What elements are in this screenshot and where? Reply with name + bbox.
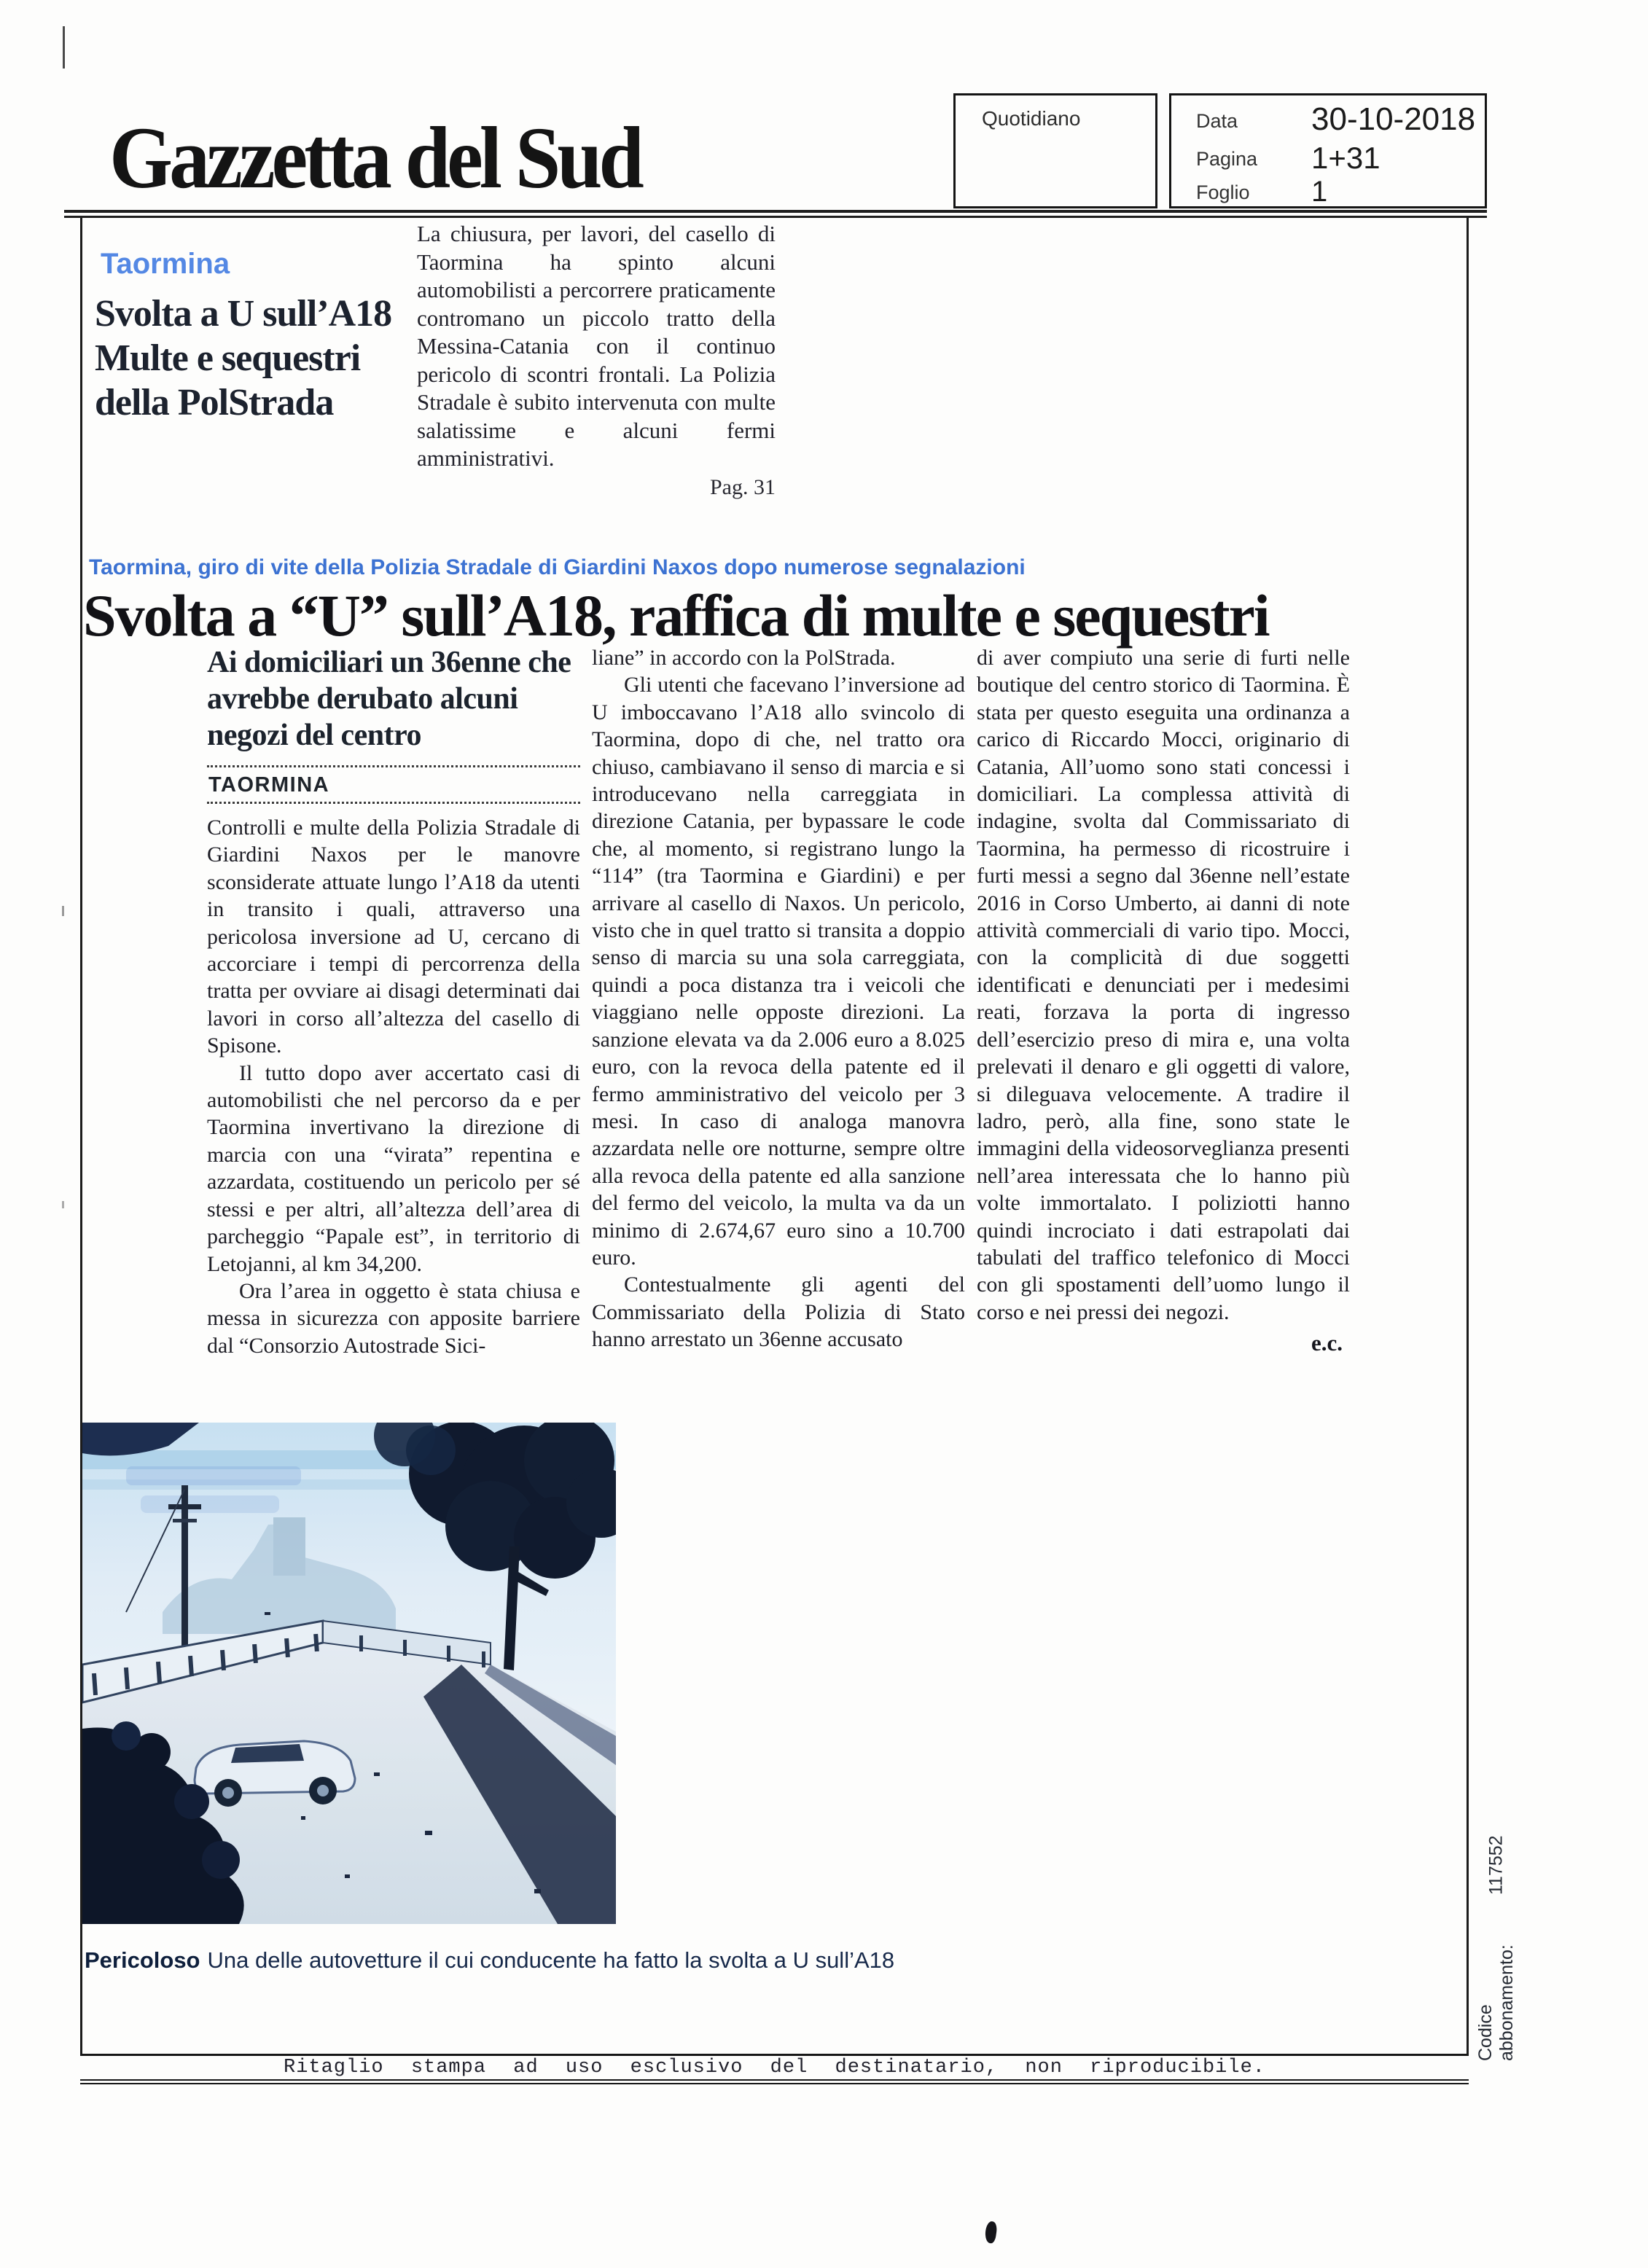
dotted-divider <box>207 802 580 804</box>
photo-caption-text: Una delle autovetture il cui conducente ha fatto la svolta a U sull’A18 <box>207 1947 895 1973</box>
scan-artifact-dot <box>984 2221 998 2244</box>
article-subhead: Ai domiciliari un 36enne che avrebbe derubato alcuni negozi del centro <box>207 646 571 752</box>
paragraph: Ora l’area in oggetto è stata chiusa e messa in sicurezza con apposite barriere dal “Consorzio Autostrade Sici- <box>207 1278 580 1358</box>
sheet-label: Foglio <box>1196 181 1250 203</box>
periodicity-label: Quotidiano <box>982 107 1081 130</box>
date-value: 30-10-2018 <box>1311 101 1476 137</box>
teaser-body: La chiusura, per lavori, del casello di Taormina ha spinto alcuni automobilisti a percorrere praticamente contromano un piccolo tratto della Messina-Catania con il continuo pericolo di scontri frontali. La Polizia Stradale è subito intervenuta con multe salatissime e alcuni fermi amministrativi. <box>417 221 776 471</box>
teaser-headline <box>95 292 437 425</box>
paragraph: Il tutto dopo aver accertato casi di automobilisti che nel percorso da e per Taormina invertivano la direzione di marcia con una “virata” repentina e azzardata, costituendo un pericolo per sé stessi e per altri, all’altezza dell’area di parcheggio “Papale est”, in territorio di Letojanni, al km 34,200. <box>207 1060 580 1276</box>
paragraph: Contestualmente gli agenti del Commissariato della Polizia di Stato hanno arrestato un 36enne accusato <box>592 1272 965 1352</box>
subscription-code-label: Codice abbonamento: <box>1475 1944 1517 2061</box>
body-text <box>207 814 580 1359</box>
teaser-page-reference: Pag. 31 <box>710 475 776 499</box>
teaser-headline-line: Svolta a U sull’A18 <box>95 293 392 335</box>
subscription-code <box>1475 1835 1518 2061</box>
teaser-headline-line: della PolStrada <box>95 382 334 423</box>
dateline-label: TAORMINA <box>208 773 330 797</box>
subscription-code-number: 117552 <box>1485 1835 1507 1895</box>
article-photo <box>82 1423 616 1924</box>
header-divider <box>64 210 1487 218</box>
article-column-2 <box>592 644 965 1353</box>
teaser-headline-line: Multe e sequestri <box>95 337 361 379</box>
clipping-meta-box <box>1169 93 1487 208</box>
teaser-section-label: Taormina <box>101 248 230 280</box>
page-value: 1+31 <box>1311 141 1381 175</box>
scan-artifact-dash <box>62 906 64 916</box>
paragraph: liane” in accordo con la PolStrada. <box>592 646 896 670</box>
paragraph: Gli utenti che facevano l’inversione ad U imboccavano l’A18 allo svincolo di Taormina, dopo di che, nel tratto ora chiuso, cambiavano il senso di marcia e si introducevano nella carreggiata in direzione Catania, per bypassare le code che, al momento, si registrano lungo la “114” (tra Taormina e Giardini) e per arrivare al casello di Naxos. Un pericolo, visto che in quel tratto si transita a doppio senso di marcia su una sola carreggiata, quindi a poca distanza tra i veicoli che viaggiano nelle opposte direzioni. La sanzione elevata va da 2.006 euro a 8.025 euro, con la revoca della patente ed il fermo amministrativo del veicolo per 3 mesi. In caso di analoga manovra azzardata nelle ore notturne, sempre oltre alla revoca della patente ed alla sanzione del fermo del veicolo, la multa va da un minimo di 2.674,67 euro sino a 10.700 euro. <box>592 673 965 1270</box>
body-text <box>592 644 965 1353</box>
photo-caption-lead: Pericoloso <box>85 1947 200 1973</box>
date-label: Data <box>1196 110 1238 132</box>
clip-notice-strip <box>80 2054 1469 2084</box>
article-headline: Svolta a “U” sull’A18, raffica di multe e sequestri <box>83 582 1269 649</box>
clip-notice-text: Ritaglio stampa ad uso esclusivo del destinatario, non riproducibile. <box>284 2057 1265 2079</box>
paragraph: di aver compiuto una serie di furti nelle boutique del centro storico di Taormina. È stata per questo eseguita una ordinanza a carico di Riccardo Mocci, originario di Catania, All’uomo sono stati concessi i domiciliari. La complessa attività di indagine, svolta dal Commissariato di Taormina, ha permesso di ricostruire i furti messi a segno dal 36enne nell’estate 2016 in Corso Umberto, ai danni di note attività commerciali di vario tipo. Mocci, con la complicità di due soggetti identificati e denunciati per i medesimi reati, forzava la porta di ingresso dell’esercizio preso di mira e, una volta prelevati il denaro e gli oggetti di valore, si dileguava velocemente. A tradire il ladro, però, alla fine, sono state le immagini della videosorveglianza presenti nell’area interessata che lo hanno più volte immortalato. I poliziotti hanno quindi incrociato i dati estrapolati dai tabulati del traffico telefonico di Mocci con gli spostamenti dell’uomo lungo il corso e nei pressi dei negozi. <box>977 646 1350 1324</box>
periodicity-box <box>953 93 1157 208</box>
scan-artifact-dash <box>62 1201 64 1208</box>
paragraph: Controlli e multe della Polizia Stradale di Giardini Naxos per le manovre sconsiderate attuate lungo l’A18 da utenti in transito i quali, attraverso una pericolosa inversione ad U, cercano di accorciare i tempi di percorrenza della tratta per ovviare ai disagi determinati dai lavori in corso all’altezza del casello di Spisone. <box>207 816 580 1058</box>
scan-artifact-line <box>63 26 65 69</box>
body-text <box>977 644 1350 1326</box>
photo-caption <box>85 1947 1105 1974</box>
article-kicker: Taormina, giro di vite della Polizia Stradale di Giardini Naxos dopo numerose segnalazioni <box>89 555 1026 579</box>
article-column-1 <box>207 644 580 1359</box>
article-column-3 <box>977 644 1350 1356</box>
sheet-value: 1 <box>1311 176 1328 208</box>
page-label: Pagina <box>1196 148 1258 170</box>
author-initials: e.c. <box>1311 1330 1343 1356</box>
blue-scan-tint <box>82 1423 616 1924</box>
newspaper-masthead: Gazzetta del Sud <box>109 109 641 208</box>
dotted-divider <box>207 765 580 767</box>
